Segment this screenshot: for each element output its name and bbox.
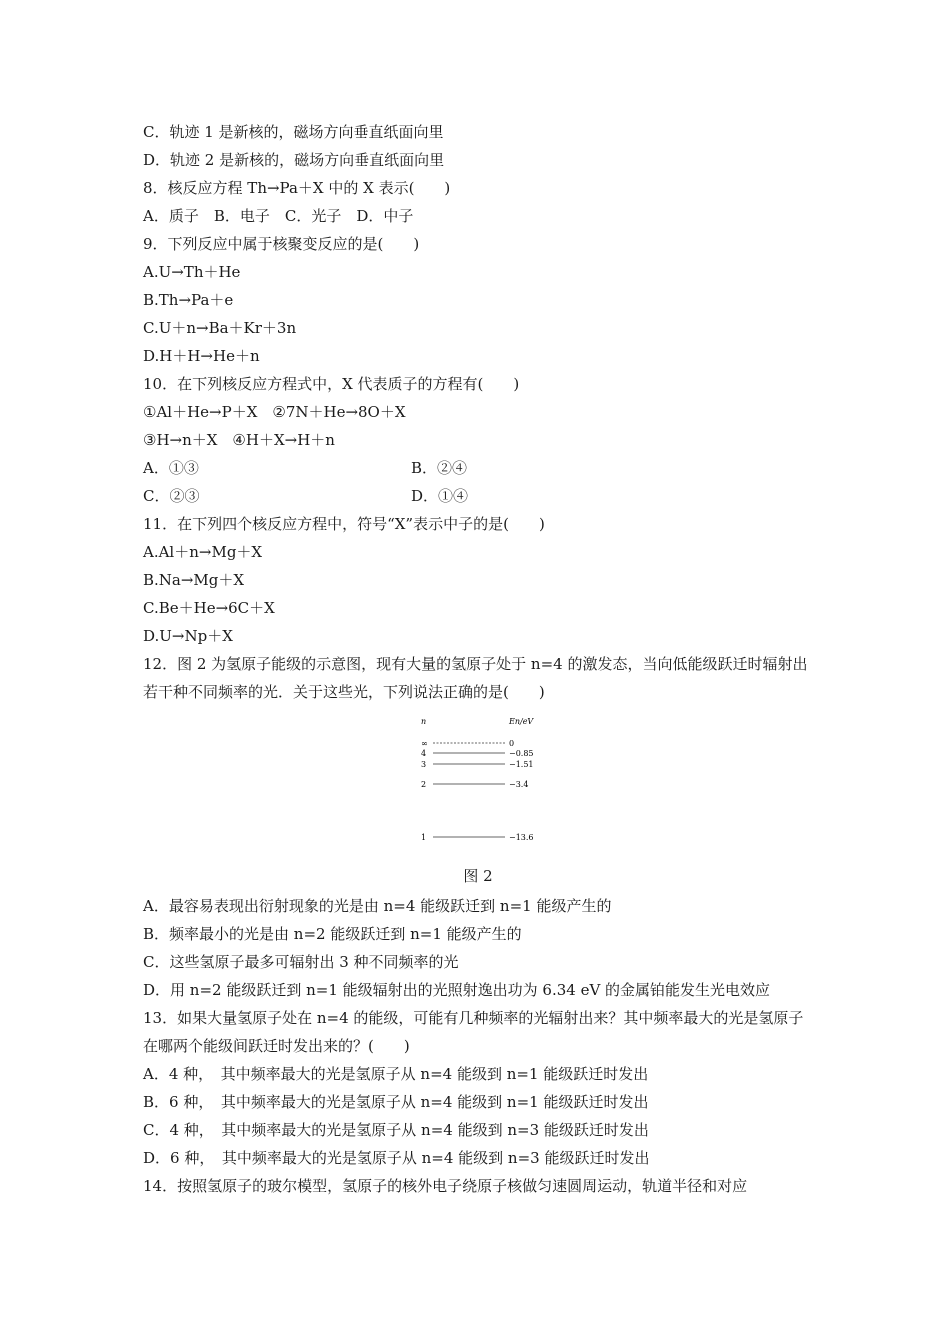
question-11-option-a: A.Al＋n→Mg＋X [143,543,263,561]
n-axis-label: n [421,717,427,726]
question-13-option-c: C．4 种， 其中频率最大的光是氢原子从 n=4 能级到 n=3 能级跃迁时发出 [143,1121,649,1139]
question-14-stem: 14．按照氢原子的玻尔模型，氢原子的核外电子绕原子核做匀速圆周运动，轨道半径和对应 [143,1177,748,1195]
question-10-options-row-2 [143,482,813,510]
question-12-option-a: A．最容易表现出衍射现象的光是由 n=4 能级跃迁到 n=1 能级产生的 [143,897,612,915]
level-e-infinity: 0 [509,739,515,748]
question-9-option-a: A.U→Th＋He [143,263,241,281]
question-13-option-a: A．4 种， 其中频率最大的光是氢原子从 n=4 能级到 n=1 能级跃迁时发出 [143,1065,649,1083]
energy-level-svg [413,712,553,862]
question-12-option-c: C．这些氢原子最多可辐射出 3 种不同频率的光 [143,953,459,971]
level-n-1: 1 [421,833,427,842]
question-11-option-c: C.Be＋He→6C＋X [143,599,275,617]
option-c: C．②③ [143,487,200,505]
question-10-equations-1: ①Al＋He→P＋X ②7N＋He→8O＋X [143,403,406,421]
question-13-option-b: B．6 种， 其中频率最大的光是氢原子从 n=4 能级到 n=1 能级跃迁时发出 [143,1093,649,1111]
question-9-option-d: D.H＋H→He＋n [143,347,260,365]
text-line: C．轨迹 1 是新核的，磁场方向垂直纸面向里 [143,123,444,141]
energy-axis-label: En/eV [509,717,534,726]
question-9-option-b: B.Th→Pa＋e [143,291,234,309]
figure-caption: 图 2 [463,867,493,885]
question-8-stem: 8．核反应方程 Th→Pa＋X 中的 X 表示( ) [143,179,451,197]
question-13-stem: 13．如果大量氢原子处在 n=4 的能级，可能有几种频率的光辐射出来？其中频率最大的光是氢原子在哪两个能级间跃迁时发出来的？( ) [143,1009,804,1055]
document-page [143,118,813,1200]
option-d: D．①④ [411,487,469,505]
question-12-option-d: D．用 n=2 能级跃迁到 n=1 能级辐射出的光照射逸出功为 6.34 eV 的金属铂能发生光电效应 [143,981,771,999]
level-e-1: −13.6 [509,833,534,842]
question-10-options-row-1 [143,454,813,482]
level-e-2: −3.4 [509,780,529,789]
option-a: A．①③ [143,459,199,477]
question-9-option-c: C.U＋n→Ba＋Kr＋3n [143,319,297,337]
level-n-infinity: ∞ [421,739,428,748]
question-12-option-b: B．频率最小的光是由 n=2 能级跃迁到 n=1 能级产生的 [143,925,522,943]
question-12-stem: 12．图 2 为氢原子能级的示意图，现有大量的氢原子处于 n=4 的激发态，当向低能级跃迁时辐射出若干种不同频率的光．关于这些光，下列说法正确的是( ) [143,655,808,701]
level-n-4: 4 [421,749,427,758]
option-b: B．②④ [411,459,468,477]
question-11-option-d: D.U→Np＋X [143,627,233,645]
question-10-equations-2: ③H→n＋X ④H＋X→H＋n [143,431,335,449]
question-11-stem: 11．在下列四个核反应方程中，符号“X”表示中子的是( ) [143,515,545,533]
question-11-option-b: B.Na→Mg＋X [143,571,245,589]
energy-level-diagram [143,712,813,862]
question-9-stem: 9．下列反应中属于核聚变反应的是( ) [143,235,420,253]
text-line: D．轨迹 2 是新核的，磁场方向垂直纸面向里 [143,151,445,169]
level-n-3: 3 [421,760,427,769]
level-e-3: −1.51 [509,760,534,769]
level-n-2: 2 [421,780,427,789]
question-13-option-d: D．6 种， 其中频率最大的光是氢原子从 n=4 能级到 n=3 能级跃迁时发出 [143,1149,650,1167]
level-e-4: −0.85 [509,749,534,758]
question-10-stem: 10．在下列核反应方程式中，X 代表质子的方程有( ) [143,375,520,393]
question-8-options: A．质子 B．电子 C．光子 D．中子 [143,207,414,225]
